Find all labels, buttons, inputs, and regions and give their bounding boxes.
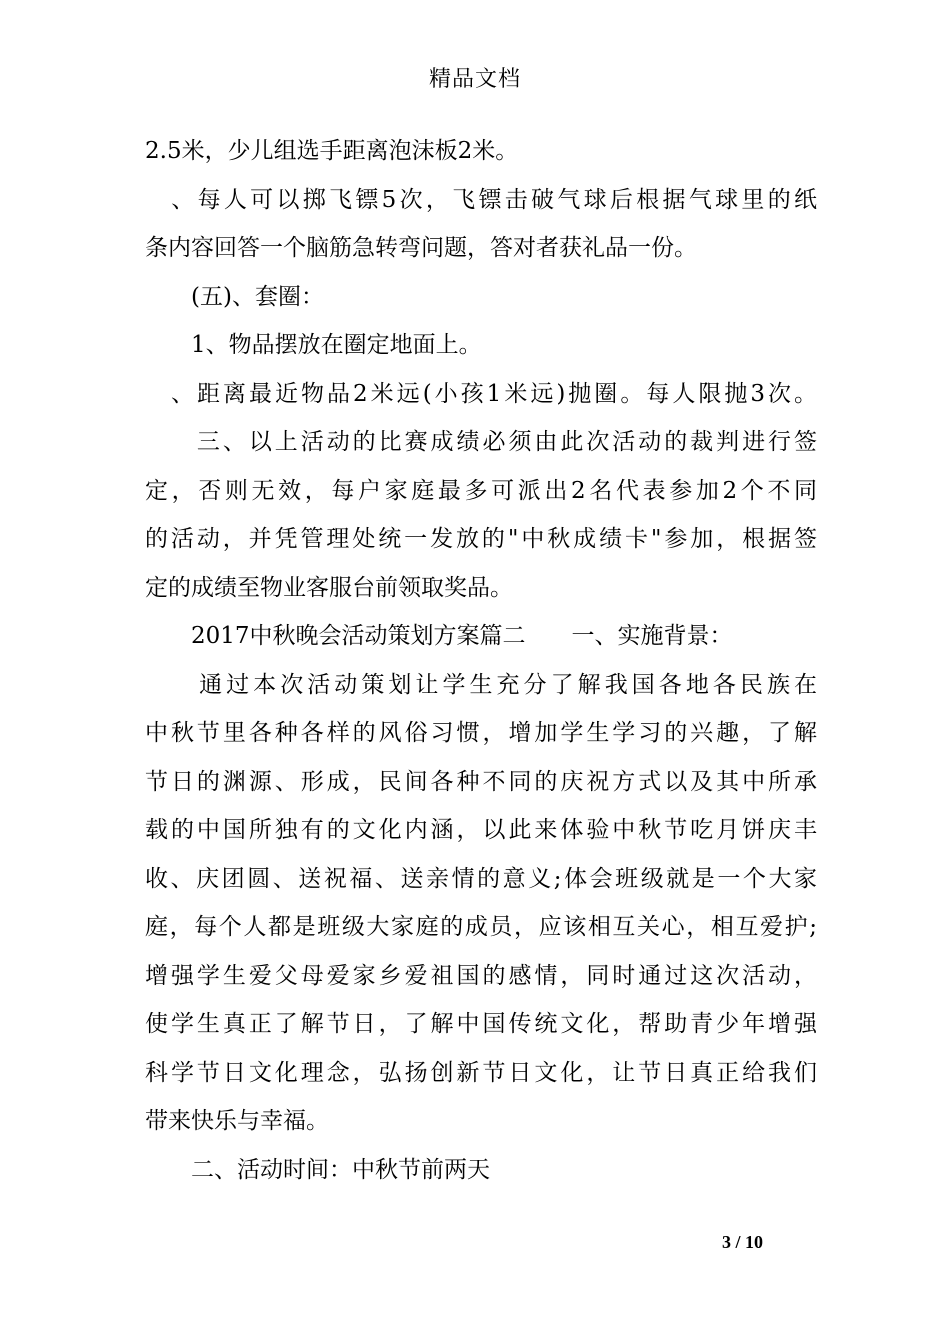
text-line-3: 条内容回答一个脑筋急转弯问题，答对者获礼品一份。: [145, 235, 697, 261]
text-line-5: 1、物品摆放在圈定地面上。: [145, 332, 482, 358]
text-line-10: 定的成绩至物业客服台前领取奖品。: [145, 574, 513, 601]
text-line-12: 通过本次活动策划让学生充分了解我国各地各民族在: [145, 671, 817, 698]
text-line-7: 三、以上活动的比赛成绩必须由此次活动的裁判进行签: [145, 429, 817, 455]
text-line-20: 科学节日文化理念，弘扬创新节日文化，让节日真正给我们: [145, 1059, 817, 1086]
text-line-13: 中秋节里各种各样的风俗习惯，增加学生学习的兴趣，了解: [145, 720, 817, 746]
text-line-9: 的活动，并凭管理处统一发放的"中秋成绩卡"参加，根据签: [145, 526, 817, 552]
text-line-19: 使学生真正了解节日，了解中国传统文化，帮助青少年增强: [145, 1011, 817, 1037]
text-line-17: 庭，每个人都是班级大家庭的成员，应该相互关心，相互爱护;: [145, 914, 817, 940]
document-body: [145, 127, 817, 1194]
text-line-22: 二、活动时间：中秋节前两天: [145, 1156, 490, 1183]
text-line-21: 带来快乐与幸福。: [145, 1108, 329, 1134]
text-line-15: 载的中国所独有的文化内涵，以此来体验中秋节吃月饼庆丰: [145, 817, 817, 843]
text-line-6: 、距离最近物品2米远(小孩1米远)抛圈。每人限抛3次。: [145, 380, 817, 407]
text-line-16: 收、庆团圆、送祝福、送亲情的意义;体会班级就是一个大家: [145, 865, 817, 892]
text-line-11: 2017中秋晚会活动策划方案篇二 一、实施背景：: [145, 623, 733, 649]
page-header-title: 精品文档: [428, 67, 521, 92]
text-line-8: 定，否则无效，每户家庭最多可派出2名代表参加2个不同: [145, 477, 817, 504]
text-line-2: 、每人可以掷飞镖5次，飞镖击破气球后根据气球里的纸: [145, 186, 817, 213]
text-line-1: 2.5米，少儿组选手距离泡沫板2米。: [145, 138, 519, 164]
text-line-14: 节日的渊源、形成，民间各种不同的庆祝方式以及其中所承: [145, 768, 817, 795]
text-line-4: (五)、套圈：: [145, 283, 324, 310]
text-line-18: 增强学生爱父母爱家乡爱祖国的感情，同时通过这次活动，: [145, 962, 817, 989]
page-number: 3 / 10: [722, 1232, 764, 1252]
